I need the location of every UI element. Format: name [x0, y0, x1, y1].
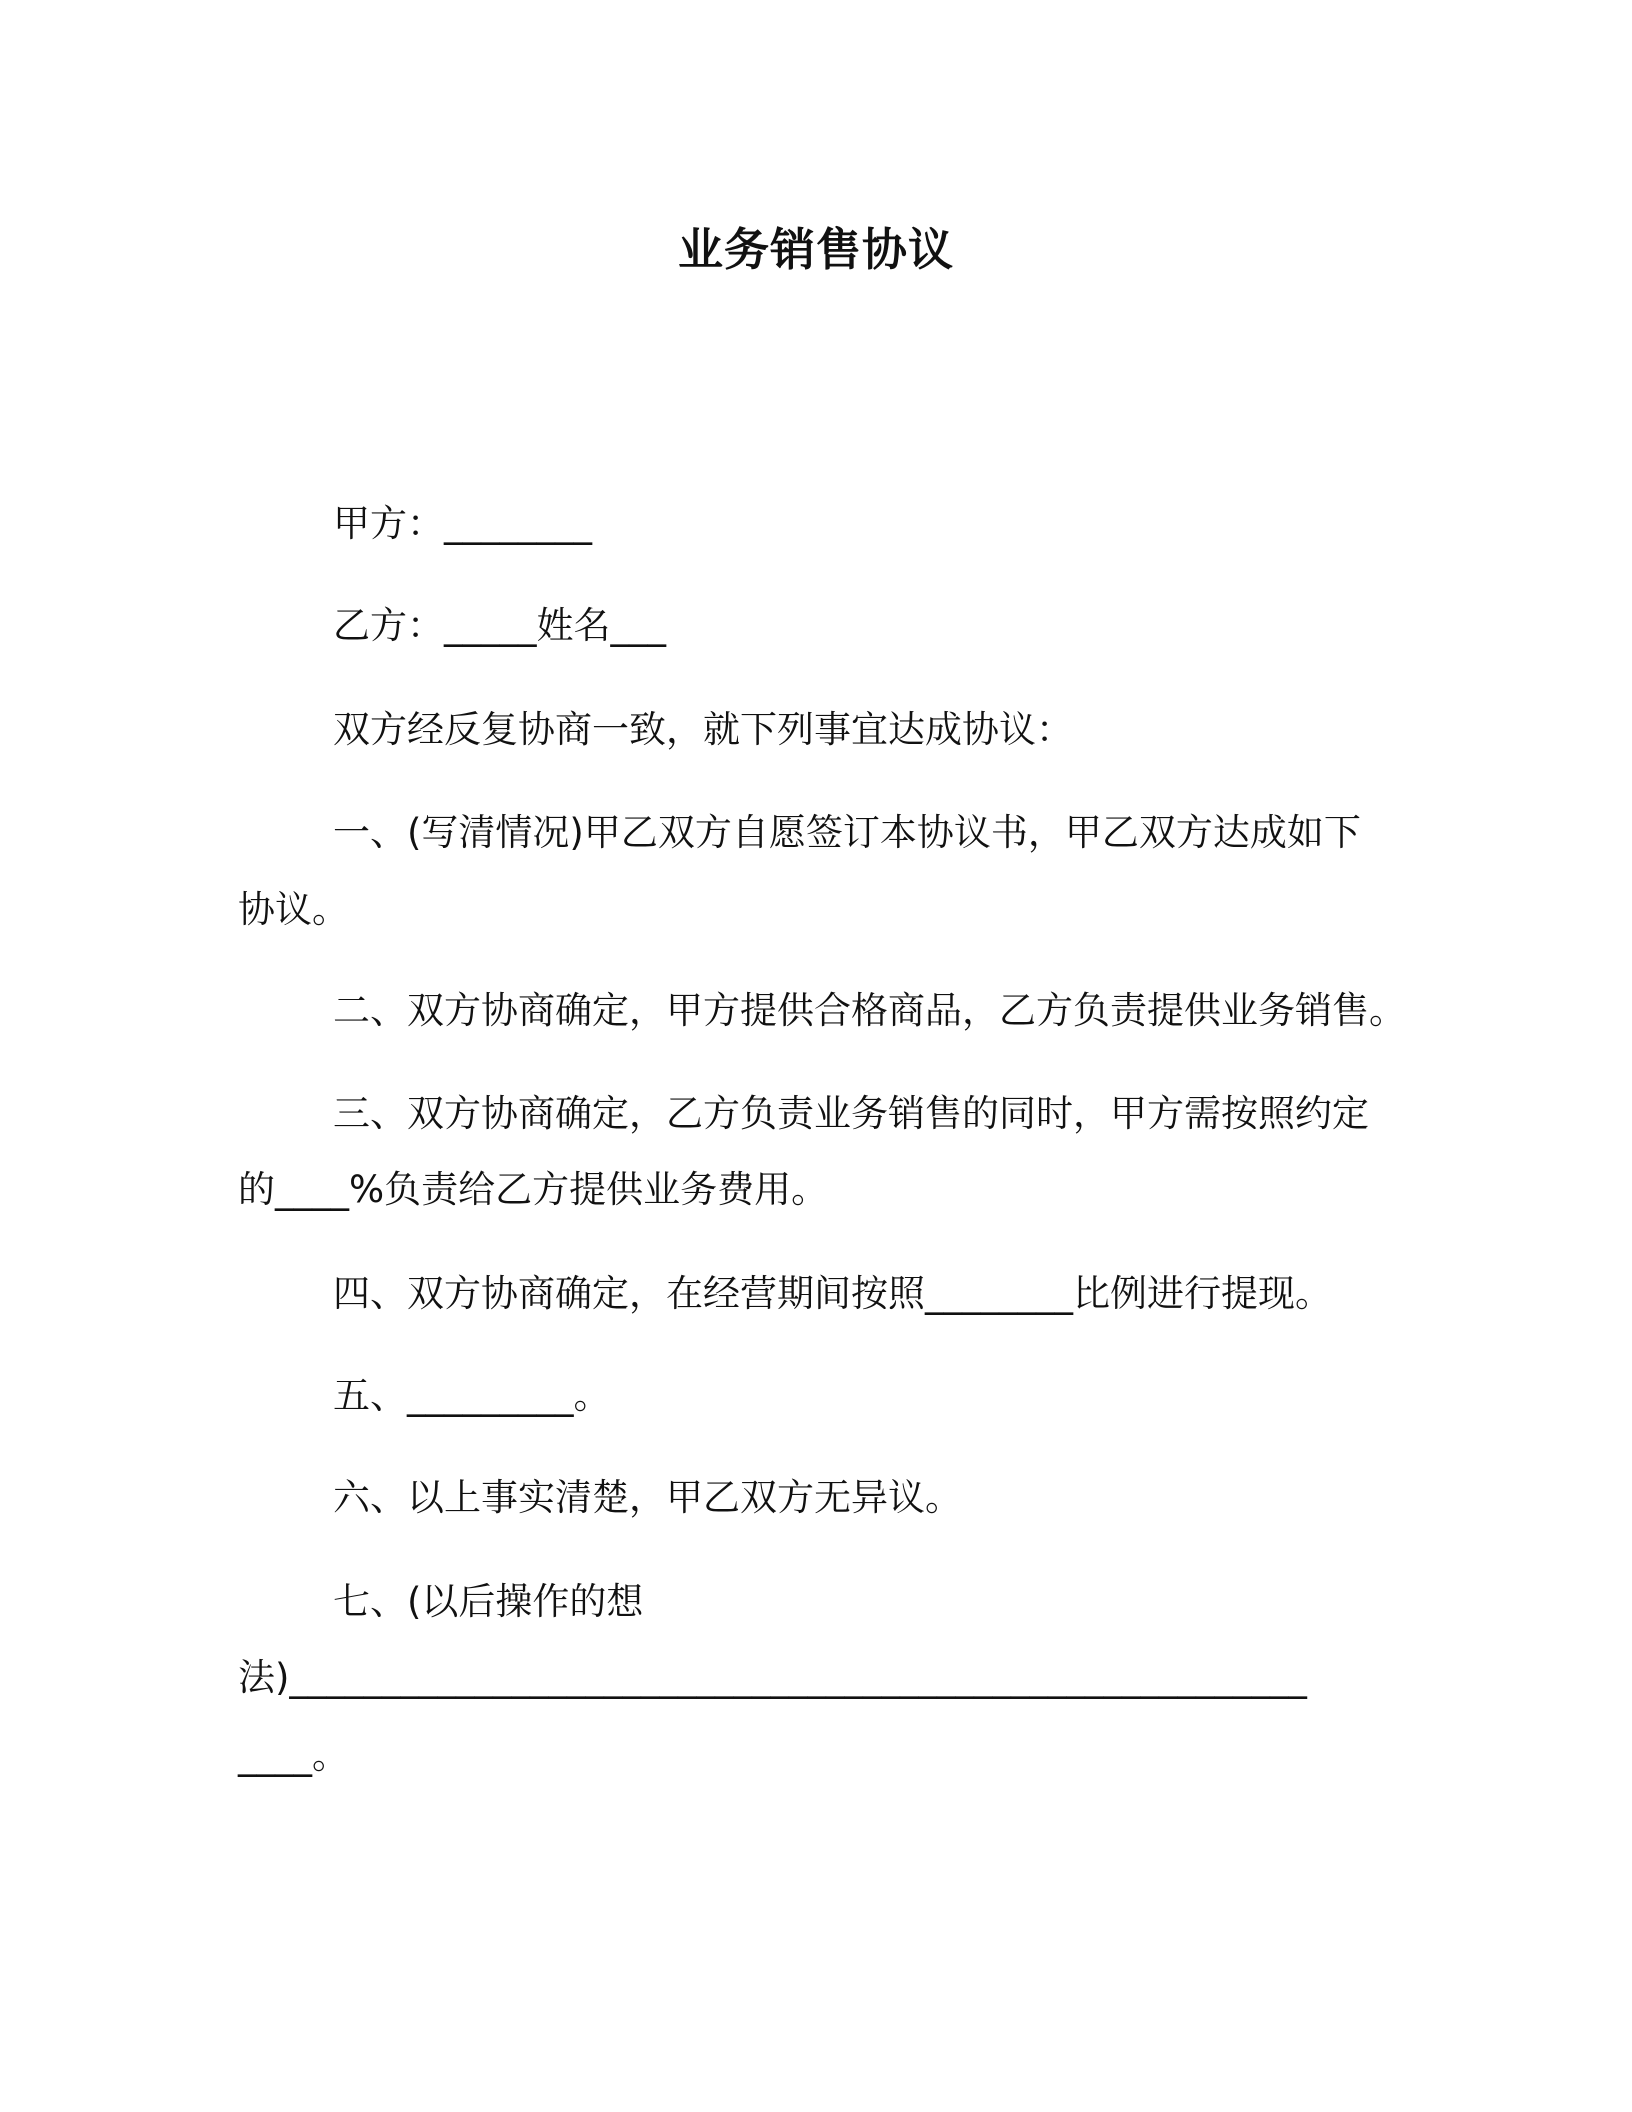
clause-7-line-1: 七、(以后操作的想 — [333, 1580, 644, 1623]
clause-2-line: 二、双方协商确定，甲方提供合格商品，乙方负责提供业务销售。 — [333, 989, 1406, 1032]
clause-6-line: 六、以上事实清楚，甲乙双方无异议。 — [333, 1476, 962, 1519]
clause-7-line-2: 法)_______________________________________________________ — [238, 1656, 1307, 1699]
clause-1-line-2: 协议。 — [238, 888, 349, 931]
clause-5-line: 五、_________。 — [333, 1374, 611, 1417]
clause-1-line-1: 一、(写清情况)甲乙双方自愿签订本协议书，甲乙双方达成如下 — [333, 811, 1361, 854]
party-b-line: 乙方：_____姓名___ — [333, 604, 666, 647]
document-title: 业务销售协议 — [677, 223, 954, 276]
clause-7-line-3: ____。 — [238, 1734, 349, 1777]
preamble-line: 双方经反复协商一致，就下列事宜达成协议： — [333, 708, 1073, 751]
clause-3-line-2: 的____%负责给乙方提供业务费用。 — [238, 1168, 829, 1211]
party-a-line: 甲方：________ — [333, 502, 592, 545]
clause-4-line: 四、双方协商确定，在经营期间按照________比例进行提现。 — [333, 1272, 1332, 1315]
clause-3-line-1: 三、双方协商确定，乙方负责业务销售的同时，甲方需按照约定 — [333, 1092, 1369, 1135]
